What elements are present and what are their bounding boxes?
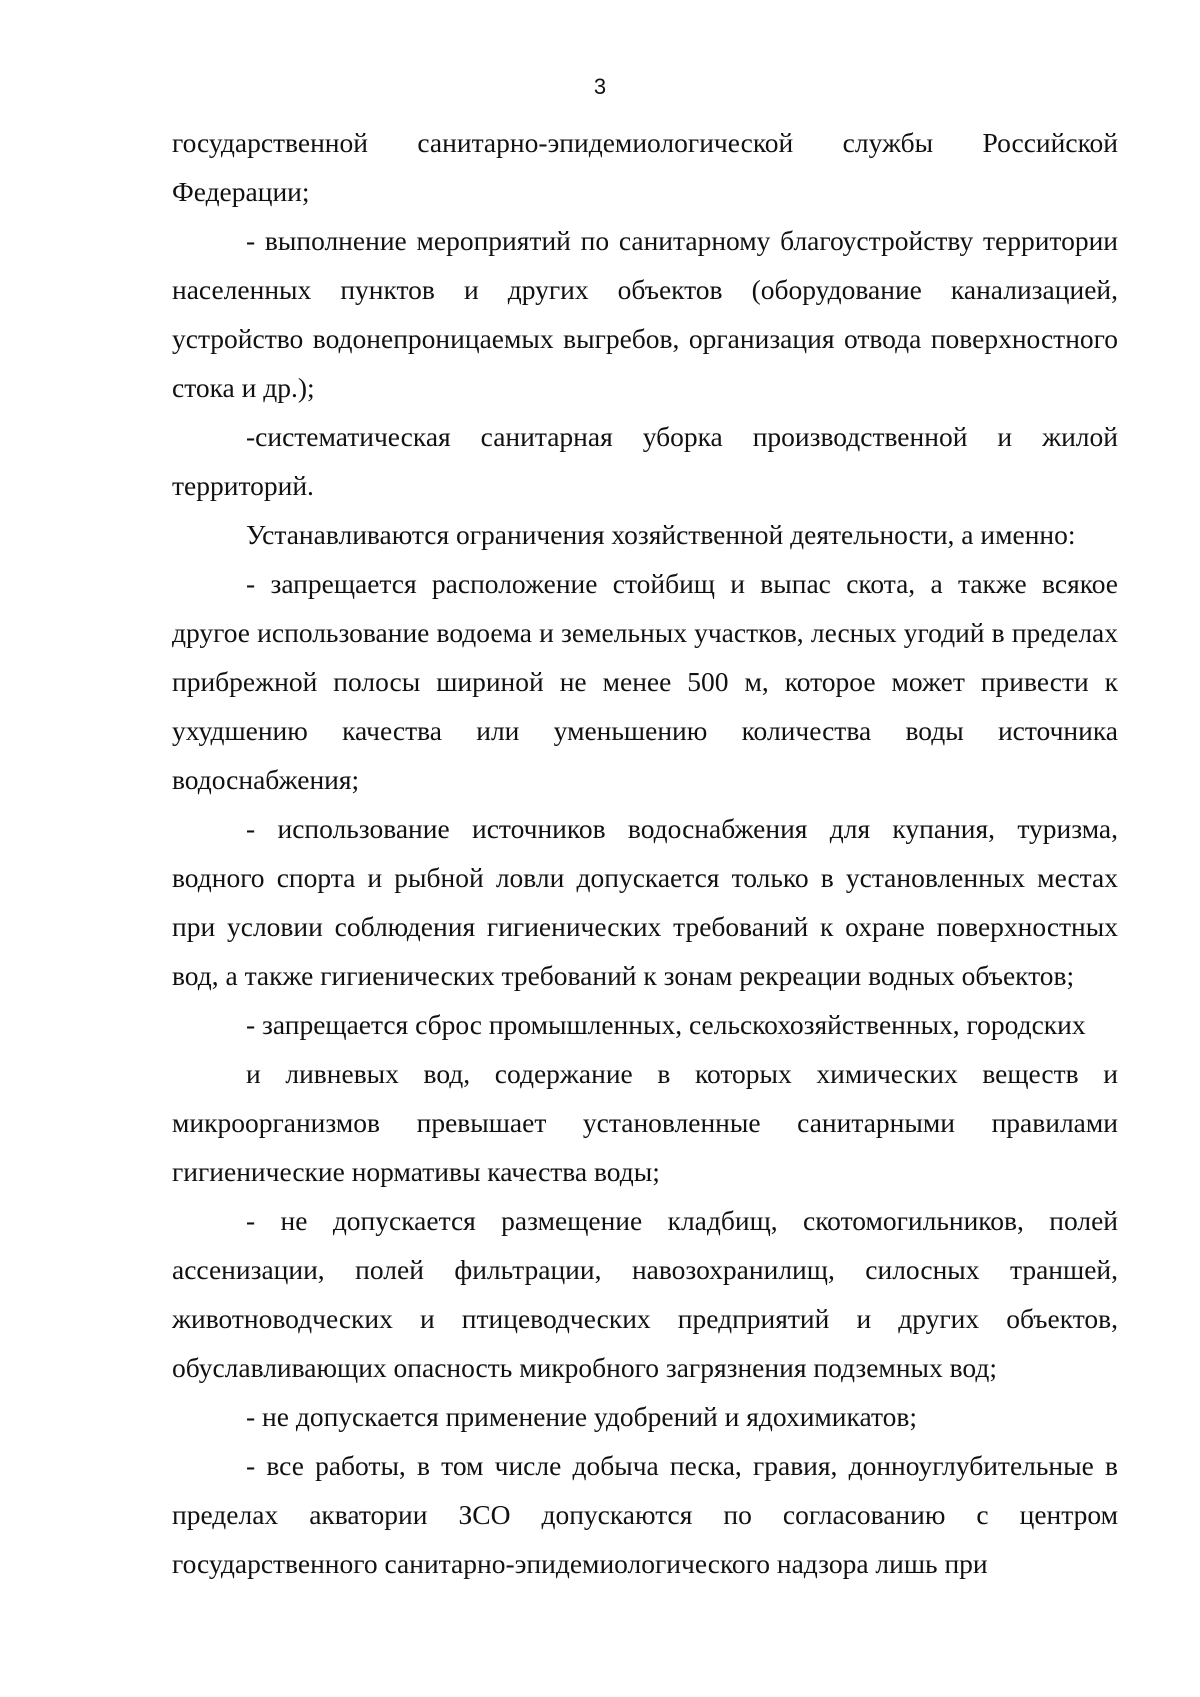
paragraph-sanitary-improvement: - выполнение мероприятий по санитарному благоустройству территории населенных пунктов и других объектов (оборудование канализацией, устройство водонепроницаемых выгребов, организация отвода поверхностного стока и др.);: [172, 225, 1118, 403]
paragraph-grazing-prohibited: - запрещается расположение стойбищ и выпас скота, а также всякое другое использование водоема и земельных участков, лесных угодий в пределах прибрежной полосы шириной не менее 500 м, которое может привести к ухудшению качества или уменьшению количества воды источника водоснабжения;: [172, 568, 1118, 795]
paragraph-water-use: - использование источников водоснабжения для купания, туризма, водного спорта и рыбной ловли допускается только в установленных местах при условии соблюдения гигиенических требований к охране поверхностных вод, а также гигиенических требований к зонам рекреации водных объектов;: [172, 813, 1118, 991]
paragraph-fertilizers-prohibited: - не допускается применение удобрений и ядохимикатов;: [246, 1401, 917, 1432]
paragraph-restrictions-intro: Устанавливаются ограничения хозяйственной деятельности, а именно:: [246, 519, 1076, 550]
document-body: [172, 118, 1118, 1588]
paragraph-sanitary-cleaning: -систематическая санитарная уборка производственной и жилой территорий.: [172, 421, 1118, 501]
paragraph-discharge-continued: и ливневых вод, содержание в которых химических веществ и микроорганизмов превышает установленные санитарными правилами гигиенические нормативы качества воды;: [172, 1058, 1118, 1187]
paragraph-continuation: государственной санитарно-эпидемиологической службы Российской Федерации;: [172, 127, 1118, 207]
paragraph-works-approval: - все работы, в том числе добыча песка, гравия, донноуглубительные в пределах акватории ЗСО допускаются по согласованию с центром государственного санитарно-эпидемиологического надзора лишь при: [172, 1450, 1118, 1579]
paragraph-discharge-prohibited: - запрещается сброс промышленных, сельскохозяйственных, городских: [246, 1009, 1086, 1040]
page-number: 3: [593, 74, 607, 99]
paragraph-cemeteries-prohibited: - не допускается размещение кладбищ, скотомогильников, полей ассенизации, полей фильтрации, навозохранилищ, силосных траншей, животноводческих и птицеводческих предприятий и других объектов, обуславливающих опасность микробного загрязнения подземных вод;: [172, 1205, 1118, 1383]
